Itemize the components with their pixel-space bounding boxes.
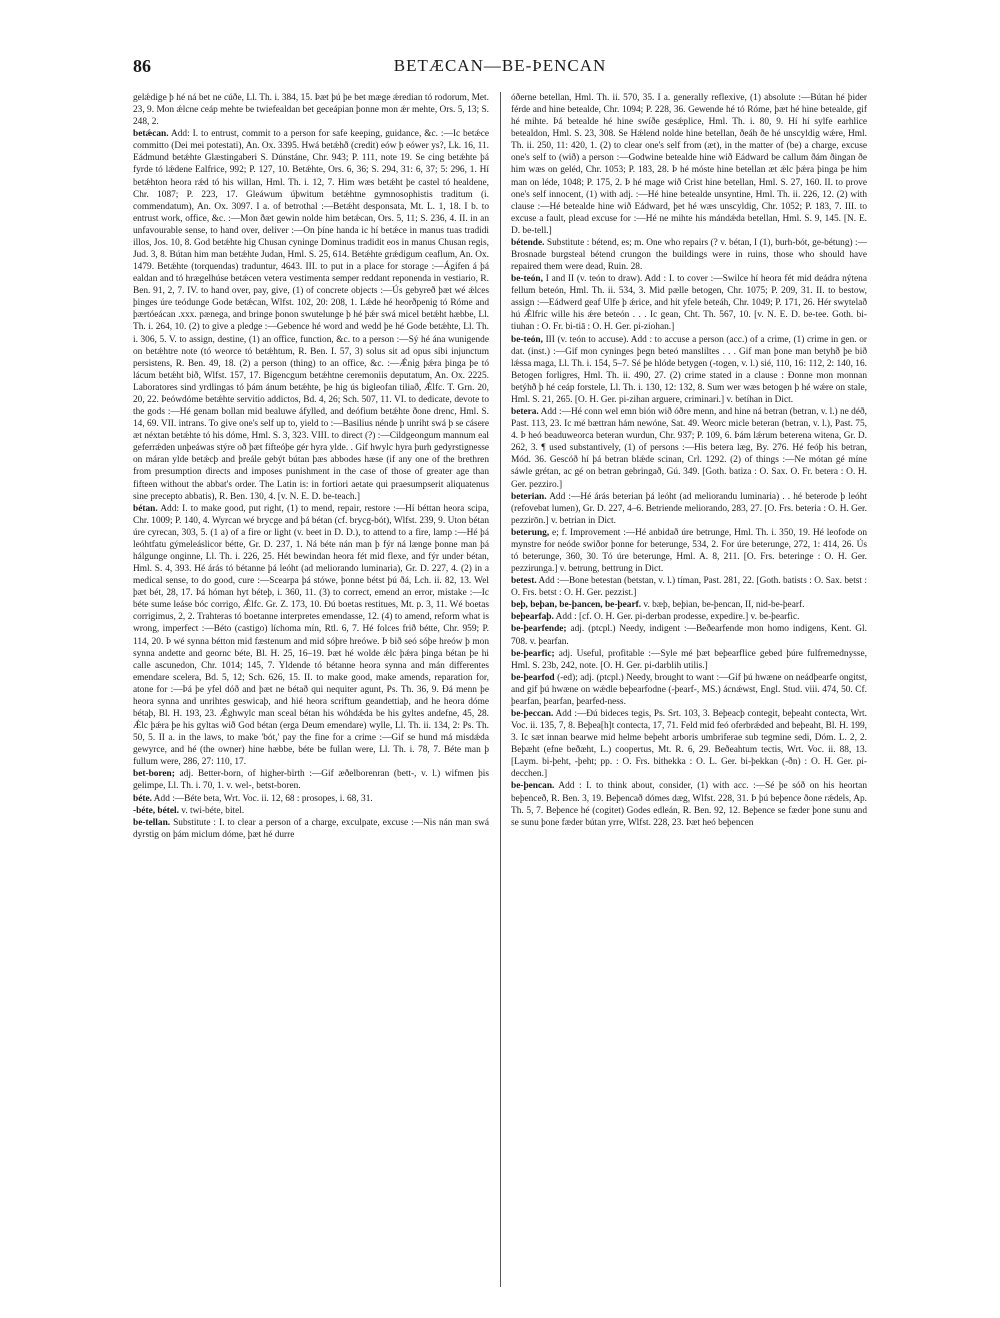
entry-headword: bétan. bbox=[133, 503, 158, 514]
dictionary-entry bbox=[511, 780, 867, 828]
entry-text: I and II (v. teón to draw). Add : I. to cover :—Swilce hí heora fét mid deádra nýtena fellum beteón, Hml. Th. ii. 534, 3. Mid pælle betogen, Chr. 1075; P. 209, 31. II. to bestow, assign :—Eádwerd geaf Ulfe þ ǽrice, and hit yfele beteáh, Chr. 1049; P. 171, 26. Hér swytelað hú Ǽlfric wille his ǽre beteón . . . Ic gean, Cht. Th. 567, 10. [v. N. E. D. be-tee. Goth. bi-tiuhan : O. Fr. bi-tiā : O. H. Ger. pi-ziohan.] bbox=[511, 274, 867, 333]
dictionary-entry bbox=[511, 92, 867, 237]
page-header bbox=[133, 56, 867, 80]
entry-headword: -béte, bétel. bbox=[133, 805, 179, 816]
entry-headword: be-teón, bbox=[511, 334, 543, 345]
dictionary-entry bbox=[133, 768, 489, 792]
dictionary-entry bbox=[511, 611, 867, 623]
entry-text: adj. (ptcpl.) Needy, indigent :—Beðearfende mon homo indigens, Kent. Gl. 708. v. þearfan. bbox=[511, 624, 867, 647]
entry-headword: be-tellan. bbox=[133, 817, 171, 828]
dictionary-entry bbox=[511, 672, 867, 708]
entry-text: Add :—Hé árás beterian þá leóht (ad meliorandu luminaria) . . hé beterode þ leóht (refovebat lumen), Gr. D. 227, 4–6. Betriende meliorando, 283, 27. [O. Frs. beteria : O. H. Ger. pezzirōn.] v. betrian in Dict. bbox=[511, 491, 867, 526]
dictionary-entry bbox=[133, 793, 489, 805]
entry-headword: be-þearfic; bbox=[511, 648, 555, 659]
dictionary-entry bbox=[511, 406, 867, 491]
entry-headword: beterung, bbox=[511, 527, 550, 538]
dictionary-entry bbox=[133, 805, 489, 817]
column-divider bbox=[500, 92, 501, 1287]
dictionary-entry bbox=[511, 237, 867, 273]
entry-text: (-ed); adj. (ptcpl.) Needy, brought to want :—Gif þú hwæne on neádþearfe ongitst, and gif þú hwæne on wǽdle beþearfodne (-þearf-, MS.) ácnǽwst, Engl. Stud. viii. 474, 50. Cf. þearfan, þearfan, þearfed-ness. bbox=[511, 672, 867, 707]
entry-text: Add : I. to think about, consider, (1) with acc. :—Sé þe sóð on his heortan beþenceð, R. Ben. 3, 19. Beþencað dómes dæg, Wlfst. 228, 31. Þ þú beþence ðone rǽdels, Ap. Th. 5, 7. Beþence hé (cogitet) Godes edleán, R. Ben. 92, 12. Beþence se fæder þone sunu and se sunu þone fæder bútan yrre, Wlfst. 228, 23. Þæt heó beþencen bbox=[511, 781, 867, 828]
entry-text: Add :—Hé conn wel emn bión wið óðre menn, and hine ná betran (betran, v. l.) ne déð, Past. 113, 23. Ic mé bættran hám newóne, Sat. 49. Weorc micle beteran (betran, v. l.), Past. 75, 4. Þ heó beaduweorca beteran wurdun, Chr. 937; P. 109, 6. Þám lǽrum beterena witena, Gr. D. 262, 3. ¶ used substantively, (1) of persons :—His betera læg, By. 276. Hé feóþ his betran, Mód. 36. Gescóð hí þá betran blǽde scinan, Crl. 1292. (2) of things :—Ne mótan gé míne sáwle grétan, ac gé on betran gebringað, Gú. 349. [Goth. batiza : O. Sax. O. Fr. betera : O. H. Ger. pezziro.] bbox=[511, 407, 867, 490]
dictionary-entry bbox=[511, 648, 867, 672]
entry-headword: be-þearfende; bbox=[511, 624, 567, 635]
entry-headword: béte. bbox=[133, 793, 152, 804]
entry-text: Add :—Ðú bideces tegis, Ps. Srt. 103, 3. Beþeacþ contegit, beþeaht contecta, Wrt. Voc. ii. 135, 7, 8. Beþea[h]t contecta, 17, 71. Feld mid feó oferbrǽded and beþeaht, Bl. H. 199, 3. Ic sæt innan bearwe mid helme beþeht arboris umbriferae sub tegmine sedi, Dóm. L. 2, 2. Beþæht (efne beðæht, L.) coopertus, Mt. R. 6, 29. Beðeahtum tectis, Wrt. Voc. ii. 88, 13. [Laym. bi-þeht, -þeht; pp. : O. Frs. bithekka : O. L. Ger. bi-þekkan (-ðn) : O. H. Ger. pi-decchen.] bbox=[511, 708, 867, 780]
entry-text: Substitute : bétend, es; m. One who repairs (? v. bétan, I (1), burh-bót, ge-bétung) :—Brosnade burgsteal bétend crungon the buildings were in ruins, those who should have repaired them were dead, Ruin. 28. bbox=[511, 237, 867, 273]
entry-text: gelǽdige þ hé ná bet ne cúðe, Ll. Th. i. 384, 15. Þæt þú þe bet mæge ǽredian tó rodorum, Met. 23, 9. Mon ǽlcne ceáp mehte be twiefealdan bet geceápian þonne mon ǽr mehte, Ors. 5, 13; S. 248, 2. bbox=[133, 93, 489, 128]
page-number: 86 bbox=[133, 56, 151, 76]
entry-headword: be-þearfod bbox=[511, 672, 555, 683]
dictionary-entry bbox=[511, 527, 867, 575]
entry-text: Add: I. to entrust, commit to a person for safe keeping, guidance, &c. :—Ic betǽce committo (Dei mei potestati), An. Ox. 3395. Hwá betǽhð (credit) eów þ eówer ys?, Lk. 16, 11. Eádmund betǽhte Glæstingaberi S. Dúnstáne, Chr. 943; P. 111, note 19. Se cing betǽhte þá fyrde tó lǽdene Ealfrice, 992; P. 127, 10. Betǽhte, Ors. 6, 36; S. 294, 31: 6, 37; 5: 296, 1. Hí betǽhton heora rǽd tó his willan, Hml. Th. i. 12, 7. Him wæs betǽht þe castel tó healdene, Chr. 1087; P. 223, 17. Gleáwum úþwitum betǽhtne gymnosophistis traditum (i. commendatum), An. Ox. 3097. I a. of betrothal :—Betǽht desponsata, Mt. L. 1, 18. I b. to entrust work, office, &c. :—Mon ðæt gewin nolde him betǽcan, Ors. 5, 11; S. 236, 4. II. in an unfavourable sense, to hand over, deliver :—On þíne handa ic hí betǽce in manus tuas tradidi illos, Jos. 10, 8. God betǽhte hig Chusan cyninge Dominus tradidit eos in manus Chusan regis, Jud. 3, 8. Bútan him man betǽhte Judan, Hml. S. 25, 614. Betǽhte grǽdigum ceaflum, An. Ox. 1479. Betǽhte (torquendas) traduntur, 4643. III. to put in a place for storage :—Ágifen á þá ealdan and tó hrægelhúse betǽcen vetera vestimenta semper reddant reponenda in vestiario, R. Ben. 91, 2, 7. IV. to hand over, pay, give, (1) of concrete objects :—Ús gebyreð þæt wé ǽlces þinges úre teódunge Gode betǽcan, Wlfst. 102, 20: 208, 1. Lǽde hé heorðpenig tó Róme and þærtóeácan .xxx. pænega, and bringe þonon swutelunge þ hé þǽr swá micel betǽht hæbbe, Ll. Th. i. 264, 10. (2) to give a pledge :—Gebence hé word and wedd þe hé Gode betǽhte, Ll. Th. i. 306, 5. V. to assign, destine, (1) an office, function, &c. to a person :—Sý hé ána wunigende on betǽhtre note (tó weorce tó betǽhtum, R. Ben. I. 57, 3) solus sit ad opus sibi injunctum persistens, R. Ben. 49, 18. (2) a person (thing) to an office, &c. :—Ǽnig þǽra þinga þe tó lácum betǽht bið, Wlfst. 157, 17. Bigencgum betǽhtne ceremoniis deputatum, An. Ox. 2225. Laboratores sind yrdlingas tó þám ánum betǽhte, þe hig ús bigleofan tiliað, Ǽlfc. T. Grn. 20, 20, 22. Þeówdóme betǽhte servitio addictos, Bd. 4, 26; Sch. 507, 11. VI. to dedicate, devote to the gods :—Hé genam bollan mid bealuwe áfylled, and deófium betǽhte ðone drenc, Hml. S. 14, 69. VII. intrans. To give one's self up to, yield to :—Basilius nénde þ unriht swá þ se cásere æt néxtan betǽhte tó his dóme, Hml. S. 3, 323. VIII. to direct (?) :—Cildgeongum mannum eal geferrǽden unþeáwas stýre oð þæt fífteóþe gér hyra ylde. . Gif hwylc hyra þurh gedyrstignesse on máran ylde betǽcþ and þreále gebýt bútan þæs abbodes hæse (if any one of the brethren from presumption directs and imposes punishment in the case of those of greater age than fifteen without the abbat's order. The Latin is: in fortiori aetate qui praesumpserit aliquatenus sine precepto abbatis), R. Ben. 130, 4. [v. N. E. D. be-teach.] bbox=[133, 129, 489, 502]
entry-headword: beterian. bbox=[511, 491, 547, 502]
dictionary-entry bbox=[133, 503, 489, 769]
dictionary-columns bbox=[133, 92, 867, 1287]
entry-text: III (v. teón to accuse). Add : to accuse a person (acc.) of a crime, (1) crime in gen. or dat. (inst.) :—Gif mon cyninges þegn beteó mansliltes . . . Gif man þone man betyhð þe bið lǽssa maga, Ll. Th. i. 154, 5–7. Sé þe hlóde betygen (-togen, v. l.) sié, 110, 16: 112, 2: 140, 16. Betogen forligres, Hml. Th. ii. 490, 27. (2) crime stated in a clause : Ðonne mon monnan betýhð þ hé ceáp forstele, Ll. Th. i. 130, 12: 132, 8. Sum wer wæs betogen þ hé wǽre on stale, Hml. S. 21, 265. [O. H. Ger. pi-zihan arguere, criminari.] v. betíhan in Dict. bbox=[511, 334, 867, 405]
entry-text: Substitute : I. to clear a person of a charge, exculpate, excuse :—Nis nán man swá dyrstig on þám miclum dóme, þæt hé durre bbox=[133, 817, 489, 840]
entry-headword: be-þeccan. bbox=[511, 708, 554, 719]
dictionary-entry bbox=[133, 92, 489, 128]
entry-text: v. bæþ, beþian, be-þencan, II, nid-be-þearf. bbox=[643, 600, 805, 611]
dictionary-entry bbox=[133, 128, 489, 502]
entry-headword: be-þencan. bbox=[511, 781, 555, 792]
dictionary-entry bbox=[511, 708, 867, 780]
entry-text: v. twi-béte, bitel. bbox=[181, 805, 245, 816]
entry-text: e; f. Improvement :—Hé anbidað úre betrunge, Hml. Th. i. 350, 19. Hé leofode on mynstre for neóde swiðor þonne for beterunge, 534, 2. For úre beterunge, 272, 1: 414, 26. Ús tó beterunge, 360, 30. Tó úre beterunge, Hml. A. 8, 211. [O. Frs. beteringe : O. H. Ger. pezzirunga.] v. betrung, bettrung in Dict. bbox=[511, 527, 867, 575]
dictionary-entry bbox=[511, 623, 867, 647]
entry-headword: bétende. bbox=[511, 237, 545, 248]
dictionary-entry bbox=[511, 599, 867, 611]
dictionary-entry bbox=[511, 575, 867, 599]
entry-text: Add : [cf. O. H. Ger. pi-derban prodesse, expedire.] v. be-þearfic. bbox=[555, 612, 800, 623]
dictionary-entry bbox=[511, 491, 867, 527]
entry-text: Add: I. to make good, put right, (1) to mend, repair, restore :—Hí béttan heora scipa, Chr. 1009; P. 140, 4. Wyrcan wé brycge and þá bétan (cf. brycg-bót), Wlfst. 239, 9. Uton bétan úre cyrecan, 303, 5. (1 a) of a fire or light (v. beet in D. D.), to attend to a fire, lamp :—Hé þá leóhtfatu gýmeleáslicor bétte, Gr. D. 237, 1. Ná béte nán man þ fýr ná længe þonne man þá hálgunge onginne, Ll. Th. i. 226, 25. Hét bewindan heora fét mid flexe, and fýr under bétan, Hml. S. 4, 393. Hé árás tó bétanne þá leóht (ad meliorando luminaria), Gr. D. 227, 4. (2) in a medical sense, to do good, cure :—Scearpa þá stówe, þonne bétst þú ðá, Lch. ii. 82, 13. Wel þæt bét, 28, 17. Þá hóman hyt béteþ, i. 360, 11. (3) to correct, emend an error, mistake :—Ic béte sume leáse bóc corrigo, Ǽlfc. Gr. Z. 173, 10. Ðú boetas restitues, Mt. p. 3, 11. Wé boetas corrigimus, 2, 2. Trahteras tó boetanne interpretes emendasse, 12. (4) to amend, reform what is wrong, imperfect :—Béto (castigo) líchoma mín, Rtl. 6, 7. Hé folces frið bétte, Chr. 959; P. 114, 20. Þ wé synna bétton mid fæstenum and mid sóþre hreówe. Þ bið seó sóþe hreów þ mon synna andette and geornc béte, Bl. H. 25, 16–19. Þæt hé wolde ǽlc þǽra þinga bétan þe hi calle ascunedon, Chr. 1014; 145, 7. Yldende tó bétanne heora synna and mán differentes emendare scelera, Bd. 5, 12; Sch. 626, 15. II. to make good, make amends, reparation for, atone for :—Þá þe yfel dóð and þæt ne bétað qui nequiter agunt, Ps. Th. 36, 9. Ðá menn þe heora synna and unrihtes geswicaþ, and hié heora scriftum geandettiaþ, and he heora dóme bétaþ, Bl. H. 193, 23. Ǽghwylc man sceal bétan his wóhdǽda be his gyltes andefne, 45, 28. Ǽlc þǽra þe his gyltas wið God bétan (erga Deum emendare) wylle, Ll. Th. ii. 134, 2: Ps. Th. 50, 5. II a. in the laws, to make 'bót,' pay the fine for a crime :—Gif se hund má misdǽda gewyrce, and hé (the owner) hine hæbbe, béte be fullan were, Ll. Th. i. 78, 7. Béte man þ fullum were, 286, 27: 110, 17. bbox=[133, 503, 489, 768]
entry-text: adj. Better-born, of higher-birth :—Gif æðelborenran (bett-, v. l.) wifmen þis gelimpe, Ll. Th. i. 70, 1. v. wel-, betst-boren. bbox=[133, 769, 489, 792]
left-column bbox=[133, 92, 489, 1287]
dictionary-entry bbox=[133, 817, 489, 841]
entry-text: adj. Useful, profitable :—Syle mé þæt beþearflice gebed þúre fulfremednysse, Hml. S. 23b, 242, note. [O. H. Ger. pi-darblih utilis.] bbox=[511, 648, 867, 671]
entry-headword: betǽcan. bbox=[133, 129, 169, 140]
entry-headword: betera. bbox=[511, 407, 539, 418]
entry-headword: be-teón, bbox=[511, 274, 543, 285]
entry-text: Add :—Béte beta, Wrt. Voc. ii. 12, 68 : prosopes, i. 68, 31. bbox=[153, 793, 373, 804]
right-column bbox=[511, 92, 867, 1287]
entry-headword: betest. bbox=[511, 576, 537, 587]
dictionary-entry bbox=[511, 273, 867, 333]
entry-headword: beþ, beþan, be-þancen, be-þearf. bbox=[511, 600, 642, 611]
entry-text: óðerne betellan, Hml. Th. ii. 570, 35. I a. generally reflexive, (1) absolute :—Bútan hé þider férde and hine betealde, Chr. 1094; P. 228, 36. Gewende hé tó Róme, þæt hé hine betealde, gif hé mihte. Þá betealde hé hine swíðe gesǽplice, Hml. Th. i. 80, 9. Hí hí sylfe earhlice betealdon, Hml. S. 23, 308. Se Hǽlend nolde hine betellan, ðeáh ðe hé unscyldig wǽre, Hml. Th. ii. 250, 11: 420, 1. (2) to clear one's self from (æt), in the matter of (be) a charge, excuse one's self to (wið) a person :—Godwine betealde hine wið Eádward be callum ðám ðingan ðe him wæs on geléd, Chr. 1053; P. 183, 28. Þ hé móste hine betellan æt ǽlc þǽra þinga þe him man on léde, 1048; P. 175, 2. Þ hé mage wið Crist hine betellan, Hml. S. 27, 160. II. to prove one's self innocent, (1) with adj. :—Hé hine betealde unsyntine, Hml. Th. ii. 226, 12. (2) with clause :—Hé betealde hine wið Eádward, þet hé wæs unscyldig, Chr. 1052; P. 183, 7. III. to excuse a fault, plead excuse for :—Hé ne mihte his mándǽda betellan, Hml. S. 9, 145. [N. E. D. be-tell.] bbox=[511, 93, 867, 236]
entry-text: Add :—Bone betestan (betstan, v. l.) tíman, Past. 281, 22. [Goth. batists : O. Sax. betst : O. Frs. betst : O. H. Ger. pezzist.] bbox=[511, 576, 867, 599]
running-head: BETÆCAN—BE-ÞENCAN bbox=[393, 56, 607, 75]
entry-headword: bet-boren; bbox=[133, 769, 175, 780]
entry-headword: beþearfaþ. bbox=[511, 612, 554, 623]
dictionary-entry bbox=[511, 334, 867, 406]
